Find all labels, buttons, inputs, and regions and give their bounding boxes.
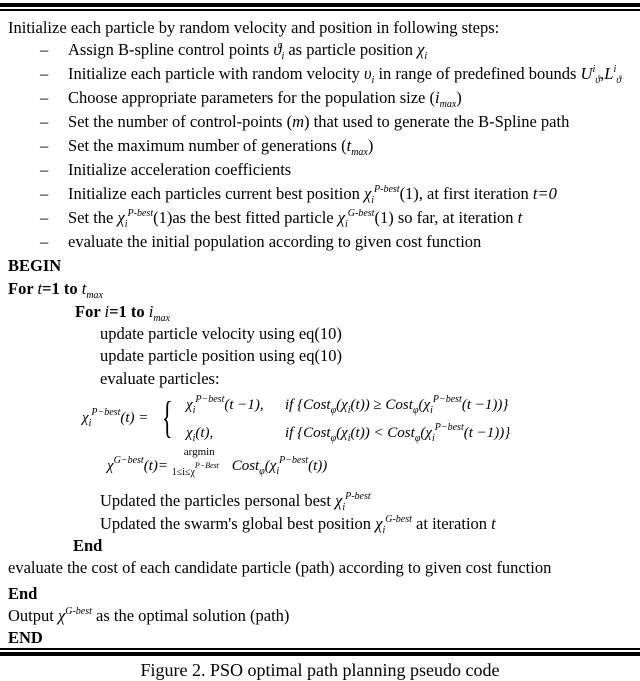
- eq-text: Cost: [231, 458, 260, 474]
- subscript: max: [439, 99, 457, 110]
- eq-text: (t),: [195, 425, 214, 441]
- eq-text: (t −1),: [224, 397, 264, 413]
- eq-text: (t)) ≥ Cost: [350, 397, 413, 413]
- text-segment: Initialize each particle by random velocity and position in following steps:: [8, 18, 500, 37]
- step-item: [40, 64, 622, 86]
- text-segment: U: [580, 64, 593, 83]
- subscript: i: [382, 525, 386, 536]
- keyword: to: [130, 302, 149, 321]
- eq-sub: φ: [259, 466, 265, 477]
- eq-text: 1≤i≤χ: [171, 467, 195, 478]
- code-line: [100, 324, 342, 344]
- text-segment: (1) so far, at iteration: [374, 208, 518, 227]
- eq-sup: P−best: [434, 422, 464, 433]
- text-segment: t: [81, 279, 87, 298]
- text-segment: i: [148, 302, 154, 321]
- case-1: [186, 394, 264, 416]
- superscript: i: [592, 64, 596, 75]
- eq-sub: i: [88, 418, 92, 429]
- eq-sup: P−best: [432, 394, 462, 405]
- code-line: [8, 256, 61, 276]
- text-segment: ϑ: [273, 40, 282, 59]
- keyword: End: [73, 536, 103, 555]
- text-segment: evaluate particles:: [100, 369, 220, 388]
- text-segment: Set the: [68, 208, 118, 227]
- code-line: [8, 558, 551, 578]
- eq-sub: φ: [412, 405, 419, 416]
- eq-sub: i: [431, 433, 435, 444]
- keyword: For: [75, 302, 105, 321]
- text-segment: Initialize each particles current best position: [68, 184, 364, 203]
- text-segment: Choose appropriate parameters for the population size (: [68, 88, 435, 107]
- code-line: [8, 628, 43, 648]
- eq-sub: i: [276, 466, 280, 477]
- eq-text: (t −1))}: [461, 397, 509, 413]
- top-rule: [0, 3, 640, 7]
- top-rule-thin: [0, 9, 640, 11]
- code-line: [73, 536, 102, 556]
- code-line: [8, 606, 289, 626]
- text-segment: t: [37, 279, 43, 298]
- text-segment: Updated the swarm's global best position: [100, 514, 376, 533]
- text-segment: χ: [337, 208, 345, 227]
- dash-bullet: –: [40, 184, 49, 203]
- dash-bullet: –: [40, 232, 49, 251]
- eq-symbol: χ: [107, 458, 114, 474]
- dash-bullet: –: [40, 160, 49, 179]
- eq-sub: φ: [330, 433, 337, 444]
- eq-text: (χ: [336, 425, 348, 441]
- subscript: i: [345, 219, 348, 230]
- text-segment: Initialize each particle with random velocity: [68, 64, 364, 83]
- step-item: [40, 112, 570, 132]
- subscript: max: [351, 147, 368, 158]
- eq-text: (t −1))}: [463, 425, 511, 441]
- keyword: For: [8, 279, 38, 298]
- brace: {: [162, 393, 173, 442]
- eq-text: (t)): [308, 458, 328, 474]
- dash-bullet: –: [40, 136, 49, 155]
- text-segment: ): [456, 88, 462, 107]
- code-line: [75, 302, 170, 322]
- subscript: ϑ: [616, 75, 622, 86]
- step-item: [40, 232, 482, 252]
- eq-text: (χ: [418, 397, 431, 413]
- superscript: G-best: [65, 606, 92, 617]
- text-segment: ,: [600, 64, 605, 83]
- text-segment: Initialize acceleration coefficients: [68, 160, 292, 179]
- keyword: BEGIN: [8, 256, 62, 275]
- step-item: [40, 88, 462, 110]
- argmin-label: argmin: [183, 446, 215, 458]
- superscript: i: [613, 64, 617, 75]
- eq-symbol: χ: [82, 410, 89, 426]
- code-line: [100, 369, 220, 389]
- text-segment: i: [435, 88, 440, 107]
- bottom-rule-thin: [0, 648, 640, 650]
- subscript: i: [124, 219, 128, 230]
- subscript: ϑ: [595, 75, 601, 86]
- eq-text: (t) =: [120, 410, 149, 426]
- text-segment: i: [104, 302, 110, 321]
- text-segment: (1)as the best fitted particle: [153, 208, 338, 227]
- text-segment: ): [367, 136, 374, 155]
- superscript: P-best: [127, 208, 154, 219]
- keyword: End: [8, 584, 38, 603]
- keyword: to: [63, 279, 82, 298]
- eq-sub: φ: [414, 433, 421, 444]
- text-segment: ) that used to generate the B-Spline path: [304, 112, 570, 131]
- text-segment: t: [491, 514, 496, 533]
- text-segment: χ: [117, 208, 125, 227]
- subscript: i: [371, 75, 375, 86]
- subscript: i: [342, 502, 346, 513]
- dash-bullet: –: [40, 112, 49, 131]
- text-segment: m: [292, 112, 305, 131]
- eq-text: (t)) < Cost: [350, 425, 415, 441]
- eq-sub: i: [192, 433, 196, 444]
- text-segment: Set the number of control-points (: [68, 112, 293, 131]
- figure-caption: Figure 2. PSO optimal path planning pseudo code: [140, 660, 500, 680]
- code-line: [8, 18, 499, 38]
- text-segment: t=0: [532, 184, 557, 203]
- subscript: max: [86, 290, 103, 301]
- text-segment: evaluate the cost of each candidate particle (path) according to given cost function: [8, 558, 552, 577]
- superscript: G-best: [385, 514, 412, 525]
- subscript: i: [371, 195, 375, 206]
- text-segment: Assign B-spline control points: [68, 40, 274, 59]
- pbest-equation: [82, 407, 149, 429]
- text-segment: υ: [363, 64, 372, 83]
- text-segment: as the optimal solution (path): [91, 606, 290, 625]
- step-item: [40, 160, 292, 180]
- eq-sub: i: [192, 405, 196, 416]
- eq-text: if {Cost: [285, 397, 331, 413]
- eq-symbol: χ: [186, 397, 193, 413]
- bottom-rule: [0, 652, 640, 656]
- code-line: [100, 491, 371, 511]
- case-2-condition: [285, 422, 511, 444]
- text-segment: χ: [417, 40, 425, 59]
- text-segment: χ: [57, 606, 66, 625]
- step-item: [40, 136, 374, 158]
- code-line: [8, 584, 37, 604]
- eq-text: (χ: [420, 425, 432, 441]
- text-segment: (1), at first iteration: [399, 184, 533, 203]
- eq-sup: P−best: [195, 394, 225, 405]
- eq-symbol: χ: [186, 425, 193, 441]
- step-item: [40, 40, 428, 62]
- superscript: G-best: [347, 208, 375, 219]
- eq-text: (χ: [264, 458, 277, 474]
- text-segment: t: [517, 208, 523, 227]
- subscript: i: [281, 51, 285, 62]
- text-segment: update particle velocity using eq(10): [100, 324, 342, 343]
- eq-sub: φ: [330, 405, 337, 416]
- eq-text: (χ: [336, 397, 348, 413]
- subscript: max: [153, 313, 170, 324]
- code-line: [100, 346, 342, 366]
- text-segment: Updated the particles personal best: [100, 491, 336, 510]
- text-segment: t: [346, 136, 352, 155]
- text-segment: χ: [363, 184, 372, 203]
- eq-text: if {Cost: [285, 425, 331, 441]
- case-2: [186, 425, 213, 442]
- text-segment: at iteration: [411, 514, 492, 533]
- dash-bullet: –: [40, 64, 49, 83]
- text-segment: Set the maximum number of generations (: [68, 136, 347, 155]
- code-line: [100, 514, 496, 534]
- dash-bullet: –: [40, 40, 49, 59]
- text-segment: χ: [335, 491, 343, 510]
- dash-bullet: –: [40, 208, 49, 227]
- code-line: [8, 279, 103, 299]
- eq-sup: P−Best: [194, 461, 219, 470]
- text-segment: L: [604, 64, 614, 83]
- text-segment: update particle position using eq(10): [100, 346, 342, 365]
- eq-sup: P−best: [91, 407, 121, 418]
- text-segment: Output: [8, 606, 58, 625]
- text-segment: in range of predefined bounds: [374, 64, 581, 83]
- superscript: P-best: [345, 491, 371, 502]
- text-segment: as particle position: [284, 40, 418, 59]
- text-segment: evaluate the initial population according to given cost function: [68, 232, 482, 251]
- step-item: [40, 184, 557, 206]
- eq-sub: i: [430, 405, 433, 416]
- keyword: =1: [42, 279, 64, 298]
- gbest-equation: [107, 446, 328, 478]
- subscript: i: [424, 51, 428, 62]
- dash-bullet: –: [40, 88, 49, 107]
- text-segment: χ: [375, 514, 383, 533]
- step-item: [40, 208, 523, 230]
- eq-text: (t)=: [143, 458, 168, 474]
- eq-sup: G−best: [113, 455, 144, 466]
- eq-sub: i: [347, 433, 351, 444]
- eq-sub: i: [347, 405, 351, 416]
- keyword: =1: [109, 302, 131, 321]
- case-1-condition: [285, 394, 509, 416]
- superscript: P-best: [374, 184, 400, 195]
- keyword: END: [8, 628, 43, 647]
- argmin-range: [171, 461, 219, 478]
- eq-sup: P−best: [279, 455, 309, 466]
